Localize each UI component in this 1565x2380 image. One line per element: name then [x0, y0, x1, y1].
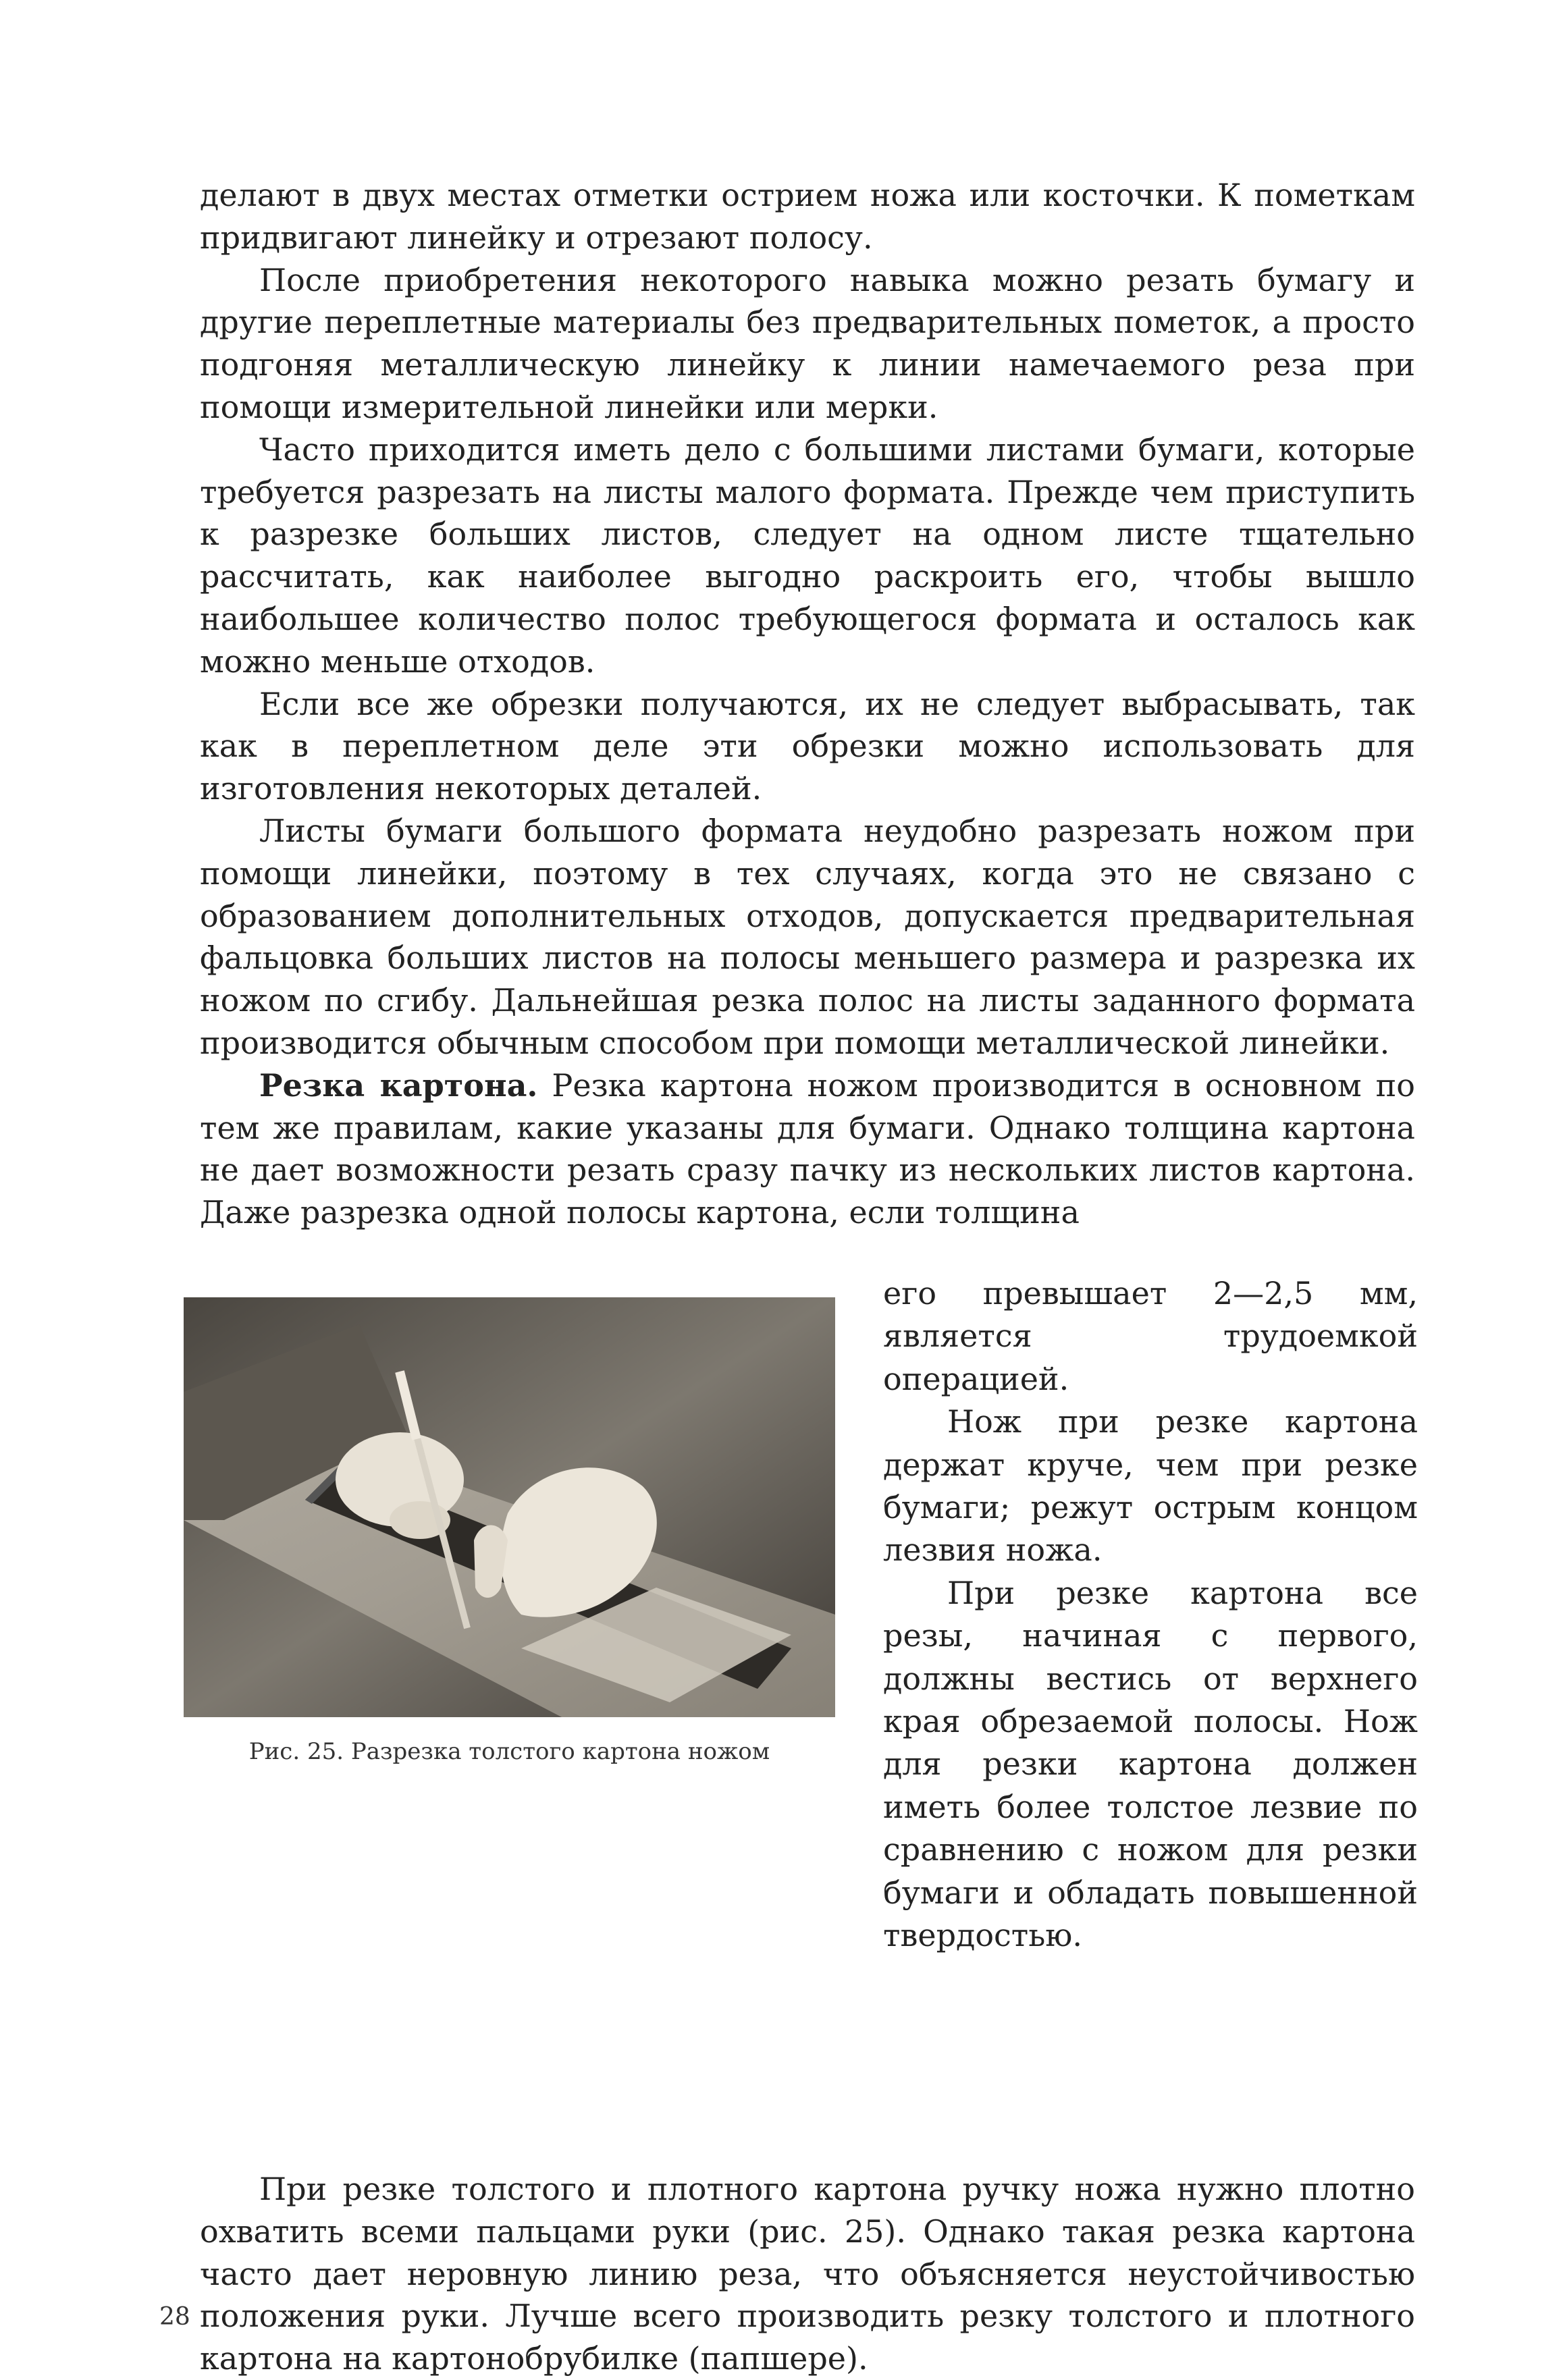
section-text: Резка картона ножом производится в основном по тем же правилам, какие указаны для бумаги. Однако толщина картона не дает возможности резать сразу пачку из нескольких листов картона. Даже разрезка одной полосы картона, если толщина	[200, 1066, 1415, 1231]
paragraph: При резке картона все резы, начиная с первого, должны вестись от верхнего края обрезаемой полосы. Нож для резки картона должен иметь более толстое лезвие по сравнению с ножом для резки бумаги и обладать повышенной твердостью.	[883, 1574, 1418, 1954]
paragraph: его превышает 2—2,5 мм, является трудоемкой операцией.	[883, 1275, 1418, 1397]
paragraph: При резке толстого и плотного картона ручку ножа нужно плотно охватить всеми пальцами руки (рис. 25). Однако такая резка картона часто дает неровную линию реза, что объясняется неустойчивостью положения руки. Лучше всего производить резку толстого и плотного картона на картонобрубилке (папшере).	[200, 2171, 1415, 2377]
paragraph: Нож при резке картона держат круче, чем при резке бумаги; режут острым концом лезвия ножа.	[883, 1403, 1418, 1569]
section-heading: Резка картона.	[259, 1066, 538, 1104]
main-text-top	[200, 174, 1415, 1234]
main-text-bottom	[200, 2168, 1415, 2380]
paragraph: делают в двух местах отметки острием ножа или косточки. К пометкам придвигают линейку и отрезают полосу.	[200, 177, 1415, 256]
figure-photo	[184, 1297, 835, 1717]
paragraph: После приобретения некоторого навыка можно резать бумагу и другие переплетные материалы без предварительных пометок, а просто подгоняя металлическую линейку к линии намечаемого реза при помощи измерительной линейки или мерки.	[200, 261, 1415, 425]
main-text-side	[883, 1272, 1418, 1957]
paragraph: Часто приходится иметь дело с большими листами бумаги, которые требуется разрезать на листы малого формата. Прежде чем приступить к разрезке больших листов, следует на одном листе тщательно рассчитать, как наиболее выгодно раскроить его, чтобы вышло наибольшее количество полос требующегося формата и осталось как можно меньше отходов.	[200, 431, 1415, 680]
page-number: 28	[159, 2303, 190, 2331]
figure-caption: Рис. 25. Разрезка толстого картона ножом	[248, 1738, 770, 1765]
paragraph: Если все же обрезки получаются, их не следует выбрасывать, так как в переплетном деле эти обрезки можно использовать для изготовления некоторых деталей.	[200, 685, 1415, 807]
cutting-photo-illustration	[184, 1297, 835, 1717]
section-paragraph	[200, 1064, 1415, 1234]
paragraph: Листы бумаги большого формата неудобно разрезать ножом при помощи линейки, поэтому в тех случаях, когда это не связано с образованием дополнительных отходов, допускается предварительная фальцовка больших листов на полосы меньшего размера и разрезка их ножом по сгибу. Дальнейшая резка полос на листы заданного формата производится обычным способом при помощи металлической линейки.	[200, 812, 1415, 1061]
